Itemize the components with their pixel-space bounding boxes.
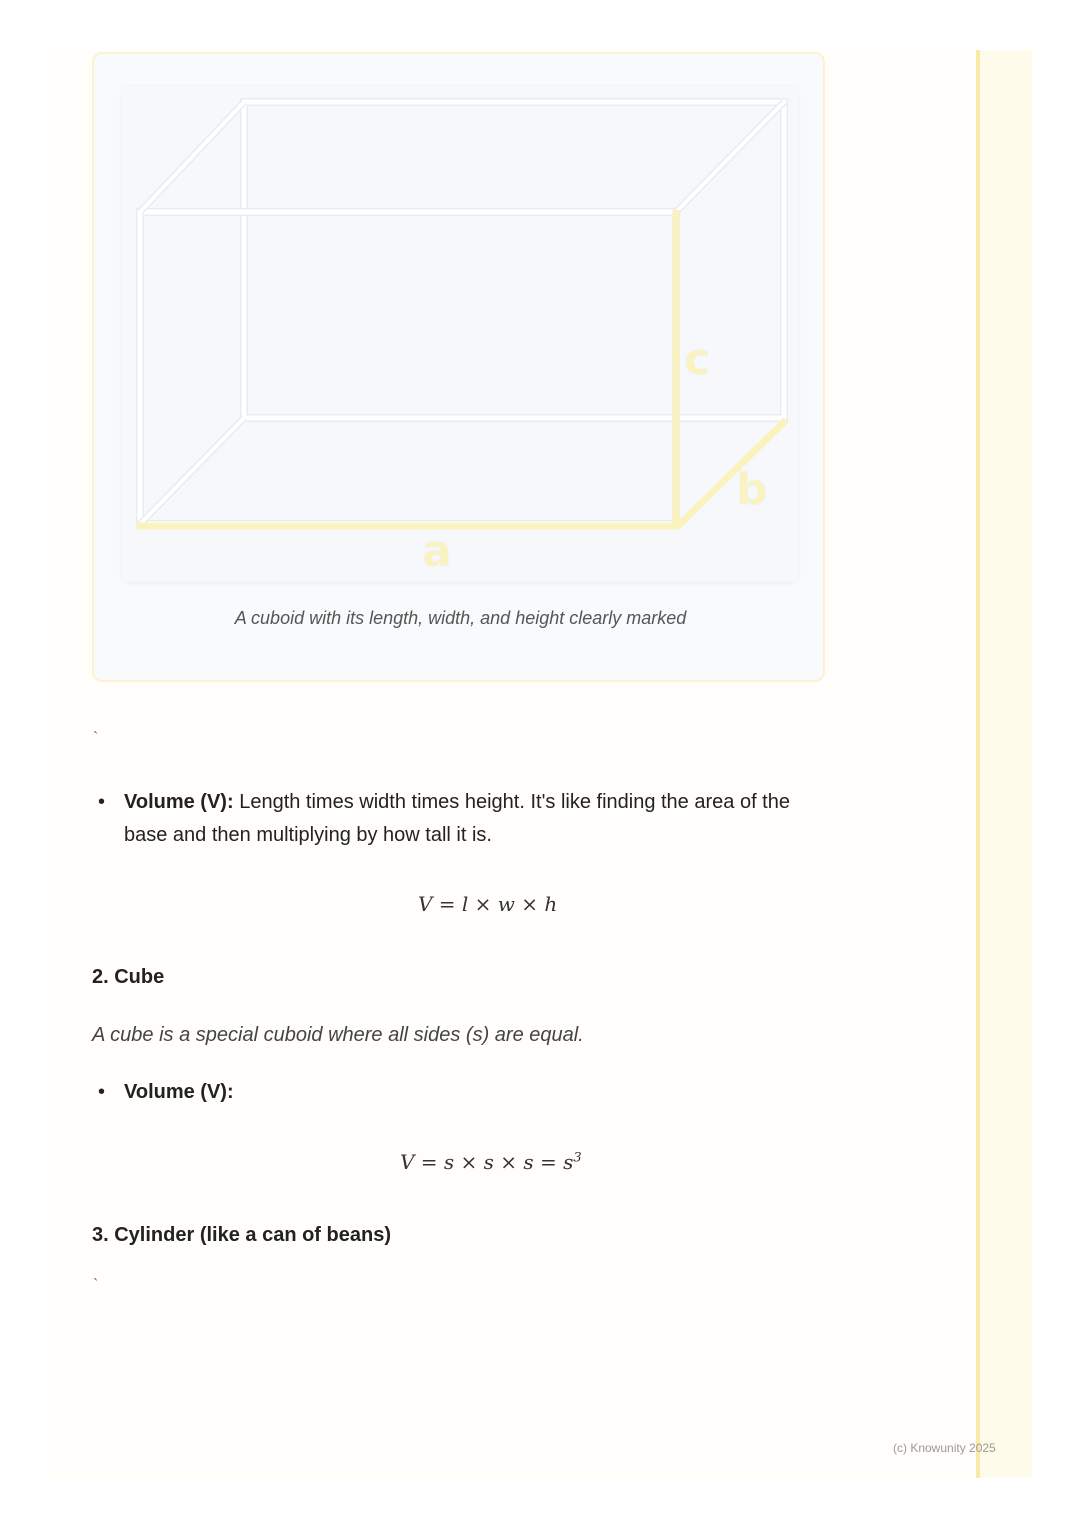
- label-a: a: [422, 526, 452, 577]
- cube-formula-exponent: 3: [573, 1150, 582, 1166]
- cylinder-heading: 3. Cylinder (like a can of beans): [92, 1224, 391, 1246]
- cube-volume-formula: [400, 1150, 582, 1174]
- figure-card: [92, 52, 825, 682]
- side-strip: [976, 50, 1032, 1478]
- bullet-dot: •: [98, 791, 106, 813]
- front-face-inner: [140, 212, 676, 524]
- cube-formula-main: V = s × s × s = s: [400, 1150, 574, 1174]
- label-b: b: [736, 464, 768, 515]
- cuboid-volume-text: [124, 786, 824, 852]
- stray-mark: `: [93, 1277, 99, 1294]
- cuboid-volume-formula: V = l × w × h: [418, 892, 558, 916]
- volume-description: Length times width times height. It's like finding the area of the base and then multiplying by how tall it is.: [124, 791, 790, 846]
- copyright-footer: (c) Knowunity 2025: [893, 1441, 996, 1455]
- cube-description: A cube is a special cuboid where all sides (s) are equal.: [92, 1024, 584, 1046]
- cube-heading: 2. Cube: [92, 966, 165, 988]
- cuboid-svg: [122, 86, 798, 582]
- cube-volume-text: [124, 1076, 824, 1109]
- label-c: c: [684, 334, 711, 385]
- volume-label: Volume (V):: [124, 791, 234, 813]
- cube-volume-label: Volume (V):: [124, 1081, 234, 1103]
- front-face: [140, 212, 676, 524]
- stray-mark: `: [93, 730, 99, 747]
- width-edge: [678, 420, 786, 526]
- cuboid-diagram: [122, 86, 798, 582]
- bullet-dot: •: [98, 1081, 106, 1103]
- figure-caption: A cuboid with its length, width, and height clearly marked: [234, 608, 687, 628]
